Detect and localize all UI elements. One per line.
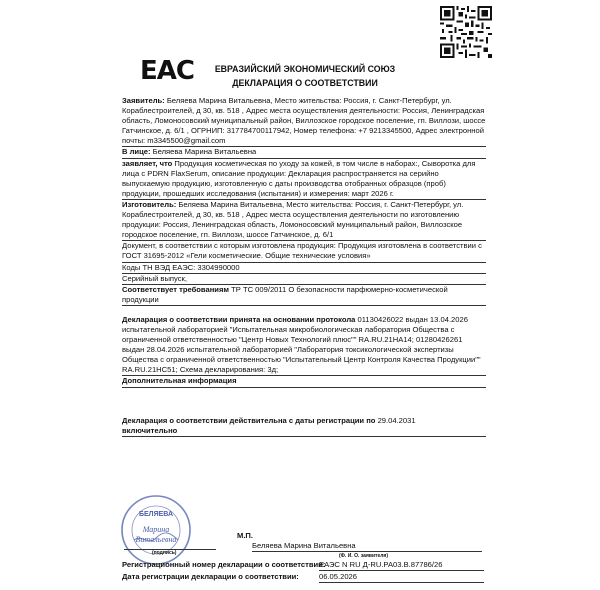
validity-label: Декларация о соответствии действительна с даты регистрации по xyxy=(122,415,376,425)
validity-date: 29.04.2031 xyxy=(377,415,416,425)
reg-date-label: Дата регистрации декларации о соответствии: xyxy=(122,572,299,581)
document-basis: Документ, в соответствии с которым изготовлена продукция: Продукция изготовлена в соответствии с ГОСТ 31695-2012 «Гели косметические. Общие технические условия» xyxy=(122,241,486,262)
reg-date-line xyxy=(319,582,484,583)
declares-text: Продукция косметическая по уходу за кожей, в том числе в наборах:, Сыворотка для лица с PDRN FlaxSerum, описание продукции: Декларация распространяется на серийно выпускаемую продукцию, изготовленную с даты производства отобранных образцов (проб) продукции, прошедших исследования (испытания) и измерения: март 2026 г. xyxy=(122,158,476,198)
reg-number-line xyxy=(319,570,484,571)
reg-number-label: Регистрационный номер декларации о соответствии: xyxy=(122,560,326,569)
additional-info-label: Дополнительная информация xyxy=(122,376,486,387)
manufacturer-section xyxy=(122,200,486,241)
reg-date-value: 06.05.2026 xyxy=(319,572,358,581)
stamp-line2: Витальевна xyxy=(135,535,177,544)
tnved-codes: Коды ТН ВЭД ЕАЭС: 3304990000 xyxy=(122,263,486,274)
applicant-section xyxy=(122,96,486,147)
mp-label: М.П. xyxy=(237,531,254,540)
manufacturer-text: Беляева Марина Витальевна, Место жительства: Россия, г. Санкт-Петербург, ул. Кораблестроителей, д 30, кв. 518 , Адрес места осуществления деятельности по изготовлению продукции: Россия, Ленинградская область, Ломоносовский муниципальный район, Виллозское городское поселение, гп. Виллози, шоссе Гатчинское, д. 6/1 xyxy=(122,199,464,240)
applicant-text: Беляева Марина Витальевна, Место жительства: Россия, г. Санкт-Петербург, ул. Кораблестроителей, д 30, кв. 518 , Адрес места осуществления деятельности: Россия, Ленинградская область, Ломоносовский муниципальный район, Виллозское городское поселение, гп. Виллози, шоссе Гатчинское, д. 6/1 , ОГРНИП: 317784700117942, Номер телефона: +7 9213345500, Адрес электронной почты: m3345500@gmail.com xyxy=(122,96,486,146)
serial-production: Серийный выпуск, xyxy=(122,274,486,285)
signer-caption: (Ф. И. О. заявителя) xyxy=(339,553,389,559)
stamp-name: БЕЛЯЕВА xyxy=(138,511,174,518)
representative-text: Беляева Марина Витальевна xyxy=(150,147,257,157)
requirements-label: Соответствует требованиям xyxy=(122,284,230,294)
validity-section xyxy=(122,416,486,437)
union-title: ЕВРАЗИЙСКИЙ ЭКОНОМИЧЕСКИЙ СОЮЗ xyxy=(214,64,396,74)
protocol-text: 01130426022 выдан 13.04.2026 испытательной лабораторией "Испытательная микробиологическая лаборатория Общества с ограниченной ответственностью "Центр Новых Технологий плюс"" RA.RU.21НА14; 01280426261 выдан 28.04.2026 испытательной лабораторией "Лаборатория токсикологической экспертизы Общества с ограниченной ответственностью "Испытательный Центр Контроля Качества Продукции"" RA.RU.21HC51; Схема декларирования: 3д; xyxy=(122,314,481,375)
representative-section xyxy=(122,147,486,158)
validity-suffix: включительно xyxy=(122,425,178,435)
reg-number-value: ЕАЭС N RU Д-RU.РА03.В.87786/26 xyxy=(319,560,443,569)
signature-caption: (подпись) xyxy=(152,550,177,556)
declaration-title: ДЕКЛАРАЦИЯ О СООТВЕТСТВИИ xyxy=(232,78,378,88)
qr-code-icon xyxy=(440,6,492,58)
signer-line xyxy=(252,551,482,552)
declares-label: заявляет, что xyxy=(122,158,173,168)
representative-label: В лице: xyxy=(122,147,151,157)
eac-logo: EAC xyxy=(140,56,194,86)
applicant-label: Заявитель: xyxy=(122,96,165,105)
manufacturer-label: Изготовитель: xyxy=(122,199,177,209)
requirements-section xyxy=(122,285,486,306)
signer-name: Беляева Марина Витальевна xyxy=(252,541,356,550)
protocol-label: Декларация о соответствии принята на основании протокола xyxy=(122,314,356,324)
declares-section xyxy=(122,159,486,200)
declaration-body xyxy=(122,96,486,437)
stamp-line1: Марина xyxy=(142,525,170,534)
protocol-section xyxy=(122,315,486,377)
requirements-text: ТР ТС 009/2011 О безопасности парфюмерно-косметической продукции xyxy=(122,284,448,304)
